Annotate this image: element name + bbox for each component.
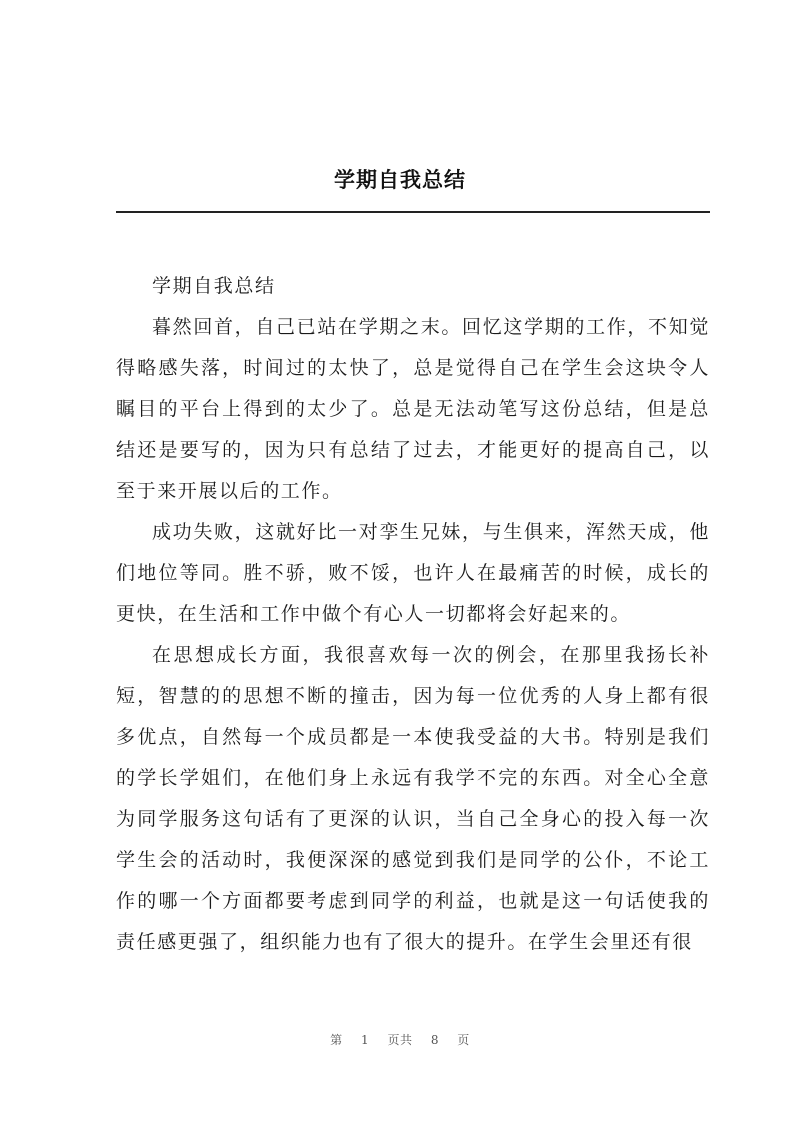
body-paragraph: 成功失败，这就好比一对孪生兄妹，与生俱来，浑然天成，他们地位等同。胜不骄，败不馁，也许人在最痛苦的时候，成长的更快，在生活和工作中做个有心人一切都将会好起来的。 xyxy=(116,521,710,625)
footer-total-pages: 8 xyxy=(430,1033,439,1047)
footer-prefix: 第 xyxy=(330,1033,343,1047)
footer-suffix: 页 xyxy=(457,1033,470,1047)
title-divider xyxy=(116,211,710,213)
body-paragraph: 学期自我总结 xyxy=(152,275,276,297)
body-paragraph: 在思想成长方面，我很喜欢每一次的例会，在那里我扬长补短，智慧的的思想不断的撞击，因为每一位优秀的人身上都有很多优点，自然每一个成员都是一本使我受益的大书。特别是我们的学长学姐们，在他们身上永远有我学不完的东西。对全心全意为同学服务这句话有了更深的认识，当自己全身心的投入每一次学生会的活动时，我便深深的感觉到我们是同学的公仆，不论工作的哪一个方面都要考虑到同学的利益，也就是这一句话使我的责任感更强了，组织能力也有了很大的提升。在学生会里还有很 xyxy=(116,644,710,953)
body-paragraph: 暮然回首，自己已站在学期之末。回忆这学期的工作，不知觉得略感失落，时间过的太快了，总是觉得自己在学生会这块令人瞩目的平台上得到的太少了。总是无法动笔写这份总结，但是总结还是要写的，因为只有总结了过去，才能更好的提高自己，以至于来开展以后的工作。 xyxy=(116,316,710,502)
document-body xyxy=(116,266,710,963)
footer-middle: 页共 xyxy=(387,1033,413,1047)
page-footer xyxy=(0,1031,800,1048)
footer-page-number: 1 xyxy=(361,1033,370,1047)
page-title: 学期自我总结 xyxy=(334,168,466,192)
